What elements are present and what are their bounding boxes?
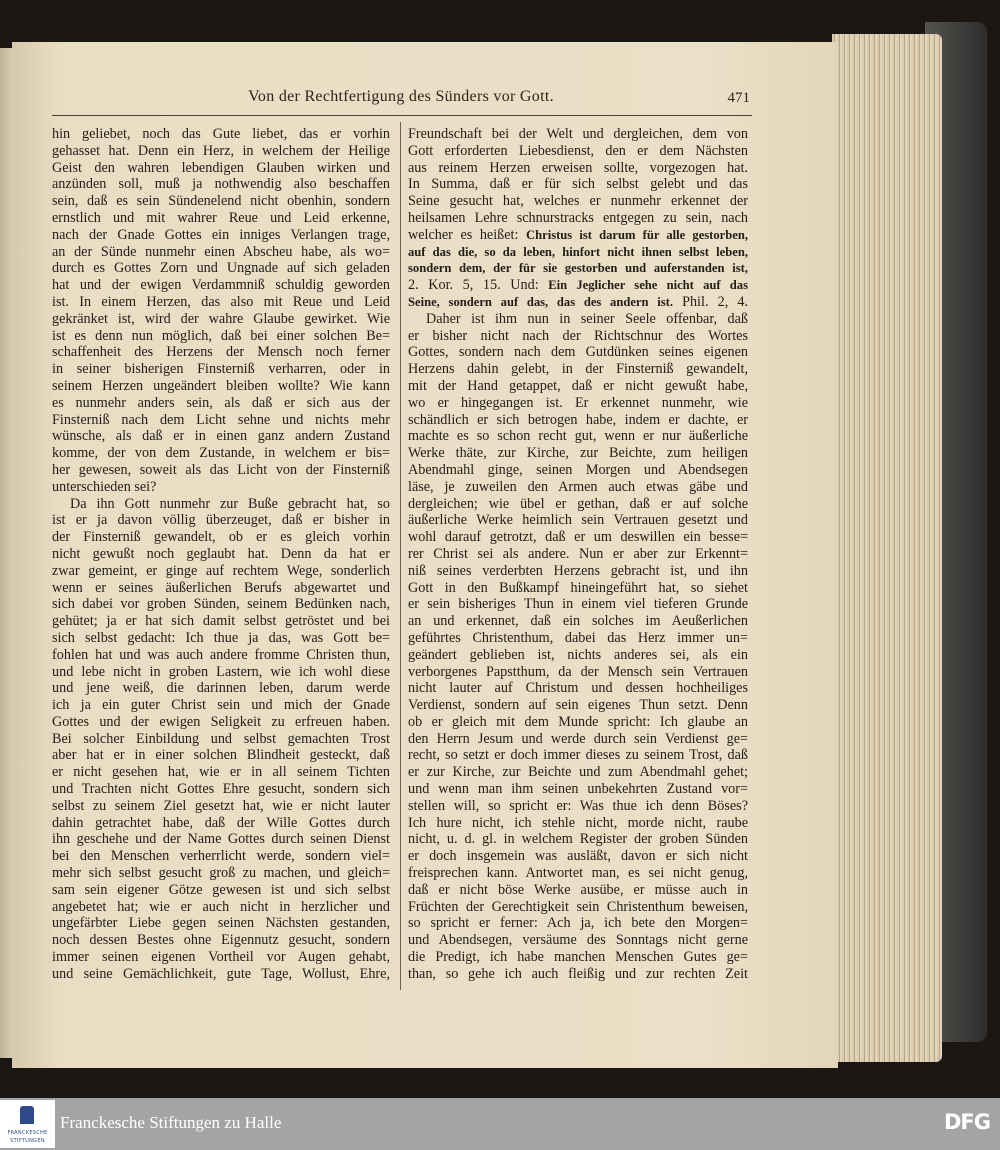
- text-line: aber hat er in einer solchen Blindheit gesteckt, daß: [52, 747, 390, 764]
- text-line: Freundschaft bei der Welt und dergleichen, dem von: [408, 126, 748, 142]
- text-line: den Herrn Jesum und werde durch sein Verdienst ge=: [408, 730, 748, 747]
- text-line: nicht lauter auf Christum und dessen hochheiliges: [408, 680, 748, 697]
- text-line: Gott erforderten Liebesdienst, den er dem Nächsten: [408, 142, 748, 159]
- text-line: verborgenes Papstthum, da der Mensch sein Vertrauen: [408, 663, 748, 680]
- text-line: durch es Gottes Zorn und Ungnade auf sich geladen: [52, 260, 390, 277]
- text-line: und wenn man ihm seinen unbekehrten Zustand vor=: [408, 781, 748, 798]
- text-line: schändlich er sich betrogen habe, indem er dachte, er: [408, 411, 748, 428]
- text-line: er zur Kirche, zur Beichte und zum Abendmahl gehet;: [408, 764, 748, 781]
- text-line: Geist den wahren lebendigen Glauben wirken und: [52, 159, 390, 176]
- franckesche-stiftungen-logo[interactable]: [0, 1100, 55, 1148]
- text-line: [408, 244, 748, 261]
- text-line: äußerliche Werke heimlich sein Vertrauen gesetzt und: [408, 512, 748, 529]
- text-line: daß er nicht böse Werke ausübe, er müsse auch in: [408, 881, 748, 898]
- text-line: gehütet; ja er hat sich damit selbst getröstet und bei: [52, 613, 390, 630]
- text-line: hin geliebet, noch das Gute liebet, das er vorhin: [52, 126, 390, 142]
- text-line: Ich hure nicht, ich stehle nicht, morde nicht, raube: [408, 814, 748, 831]
- text-line: Bei solcher Einbildung und selbst gemachten Trost: [52, 730, 390, 747]
- text-line: geändert geblieben ist, nichts anderes sei, als ein: [408, 646, 748, 663]
- right-column: [408, 126, 748, 983]
- left-column: [52, 126, 390, 983]
- text-line: gehasset hat. Denn ein Herz, in welchem der Heilige: [52, 142, 390, 159]
- text-line: Gottes, sondern nach dem Gutdünken seines eigenen: [408, 344, 748, 361]
- text-span: 2. Kor. 5, 15. Und:: [408, 277, 549, 294]
- text-line: schaffenheit des Herzens der Mensch noch ferner: [52, 344, 390, 361]
- text-line: ich ja ein guter Christ sein und mich der Gnade: [52, 697, 390, 714]
- text-line: hat und der ewigen Verdammniß schuldig geworden: [52, 277, 390, 294]
- header-rule: [52, 115, 752, 116]
- text-line: wünsche, als daß er in einen ganz andern Zustand: [52, 428, 390, 445]
- text-line: heilsamen Lehre schnurstracks entgegen zu sein, nach: [408, 209, 748, 226]
- text-line: machte es so schon recht gut, wenn er nur äußerliche: [408, 428, 748, 445]
- bible-quote: Ein Jeglicher sehe nicht auf das: [548, 278, 748, 293]
- text-line: than, so gehe ich auch fleißig und zur rechten Zeit: [408, 965, 748, 982]
- text-line: [408, 277, 748, 294]
- page-number: 471: [727, 90, 750, 106]
- text-line: nicht, u. d. gl. in welchem Register der groben Sünden: [408, 831, 748, 848]
- text-line: ist. In einem Herzen, das also mit Reue und Leid: [52, 293, 390, 310]
- bible-quote: Christus ist darum für alle gestorben,: [526, 227, 748, 242]
- text-line: unterschieden sei?: [52, 478, 157, 495]
- text-line: immer seinen eigenen Vortheil vor Augen gehabt,: [52, 949, 390, 966]
- text-span: Phil. 2, 4.: [672, 293, 748, 310]
- text-line: und Abendsegen, versäume des Sonntags nicht gerne: [408, 932, 748, 949]
- text-line: [408, 260, 748, 277]
- text-line: in seiner bisherigen Finsterniß verharren, oder in: [52, 361, 390, 378]
- bible-quote: sondern dem, der für sie gestorben und auferstanden ist,: [408, 261, 748, 276]
- text-line: selbst zu seinem Ziel gesetzt hat, wie er nicht lauter: [52, 797, 390, 814]
- institution-name: Franckesche Stiftungen zu Halle: [60, 1113, 282, 1132]
- text-line: ist es denn nun möglich, daß bei einer solchen Be=: [52, 327, 390, 344]
- text-line: ernstlich und mit wahrer Reue und Leid erkenne,: [52, 209, 390, 226]
- text-line: recht, so setzt er doch immer dieses zu seinem Trost, daß: [408, 747, 748, 764]
- text-line: fohlen hat und was auch andere fromme Christen thun,: [52, 646, 390, 663]
- figure-icon: [20, 1106, 34, 1124]
- text-line: Gottes und der ewigen Seligkeit zu erfreuen haben.: [52, 713, 390, 730]
- text-line: Abendmahl ginge, seinen Morgen und Abendsegen: [408, 461, 748, 478]
- text-line: [408, 227, 748, 244]
- dfg-logo[interactable]: DFG: [943, 1110, 990, 1134]
- text-line: ob er gleich mit dem Munde spricht: Ich glaube an: [408, 713, 748, 730]
- text-line: und Trachten nicht Gottes Ehre gesucht, sondern sich: [52, 781, 390, 798]
- text-line: Gott in den Bußkampf hineingeführt hat, so siehet: [408, 579, 748, 596]
- text-line: wohl darauf getrotzt, daß er um deswillen ein besse=: [408, 529, 748, 546]
- text-line: dahin getrachtet habe, daß der Wille Gottes durch: [52, 814, 390, 831]
- text-line: stellen will, so spricht er: Was thue ich denn Böses?: [408, 797, 748, 814]
- text-line: komme, der von dem Zustande, in welchem er bis=: [52, 445, 390, 462]
- text-line: wo er hingegangen ist. Er erkennet nunmehr, wie: [408, 394, 748, 411]
- page-title: Von der Rechtfertigung des Sünders vor Gott.: [248, 88, 554, 105]
- text-line: ihn geschehe und der Name Gottes durch seinen Dienst: [52, 831, 390, 848]
- text-line: an der Sünde nunmehr einen Abscheu habe, als wo=: [52, 243, 390, 260]
- text-span: welcher es heißet:: [408, 226, 526, 243]
- text-line: so spricht er ferner: Ach ja, ich bete den Morgen=: [408, 915, 748, 932]
- text-line: wenn er seines äußerlichen Berufs abgewartet und: [52, 579, 390, 596]
- text-line: mehr sich selbst gesucht groß zu machen, und gleich=: [52, 865, 390, 882]
- bible-quote: Seine, sondern auf das, das des andern ist.: [408, 294, 673, 309]
- text-line: er doch insgemein was ausläßt, davon er sich nicht: [408, 848, 748, 865]
- text-line: angebetet hat; wie er auch nicht in herzlicher und: [52, 898, 390, 915]
- text-line: es nunmehr anders sein, als daß er sich aus der: [52, 394, 390, 411]
- text-line: aus reinem Herzen erweisen sollte, vorgezogen hat.: [408, 159, 748, 176]
- text-line: sich dabei vor groben Sünden, seinem Bedünken nach,: [52, 596, 390, 613]
- text-line: her gewesen, soweit als das Licht von der Finsterniß: [52, 461, 390, 478]
- text-line: Verdienst, sondern auf sein eigenes Thun setzt. Denn: [408, 697, 748, 714]
- text-line: Seine gesucht hat, welches er nunmehr erkennet der: [408, 193, 748, 210]
- footer-bar: [0, 1098, 1000, 1150]
- text-line: er bisher nicht nach der Richtschnur des Wortes: [408, 327, 748, 344]
- logo-text: STIFTUNGEN: [10, 1138, 45, 1144]
- text-line: freisprechen kann. Antwortet man, es sei nicht genug,: [408, 865, 748, 882]
- text-line: der Finsterniß gewandelt, ob er es gleich vorhin: [52, 529, 390, 546]
- text-line: und jene weiß, die darinnen leben, darum werde: [52, 680, 390, 697]
- text-line: er sein bisheriges Thun in einem viel tieferen Grunde: [408, 596, 748, 613]
- text-line: In Summa, daß er für sich selbst gelebt und das: [408, 176, 748, 193]
- text-line: ungefärbter Liebe gegen seinen Nächsten gestanden,: [52, 915, 390, 932]
- bible-quote: auf das die, so da leben, hinfort nicht ihnen selbst leben,: [408, 244, 748, 259]
- text-line: dergleichen; wie übel er gethan, daß er auf solche: [408, 495, 748, 512]
- previous-page-edge: [0, 48, 12, 1058]
- text-line: an und erkennet, daß ein solches im Aeußerlichen: [408, 613, 748, 630]
- text-line: [408, 294, 748, 311]
- text-line: ist er ja davon völlig überzeuget, daß er bisher in: [52, 512, 390, 529]
- text-line: anzünden soll, muß ja nothwendig also beschaffen: [52, 176, 390, 193]
- text-line: nach der Gnade Gottes ein inniges Verlangen trage,: [52, 226, 390, 243]
- text-line: sam sein eigener Götze gewesen ist und sich selbst: [52, 881, 390, 898]
- text-line: mit der Hand getappet, daß er nicht gewußt habe,: [408, 377, 748, 394]
- text-line: noch dessen Bestes ohne Eigennutz gesucht, sondern: [52, 932, 390, 949]
- text-line: Daher ist ihm nun in seiner Seele offenbar, daß: [426, 310, 748, 327]
- text-line: geführtes Christenthum, dabei das Herz immer un=: [408, 629, 748, 646]
- page-edges: [832, 34, 942, 1062]
- text-line: rer Christ sei als andere. Nun er aber zur Erkennt=: [408, 545, 748, 562]
- text-line: Da ihn Gott nunmehr zur Buße gebracht hat, so: [70, 495, 390, 512]
- text-line: läse, je zuweilen den Armen auch etwas gäbe und: [408, 478, 748, 495]
- text-line: zwar gemeint, er ginge auf rechtem Wege, sonderlich: [52, 562, 390, 579]
- logo-text: FRANCKESCHE: [7, 1130, 48, 1136]
- text-line: Früchten der Gerechtigkeit sein Christenthum beweisen,: [408, 898, 748, 915]
- text-line: niß seines verderbten Herzens gebracht ist, und ihn: [408, 562, 748, 579]
- text-line: sich selbst gedacht: Ich thue ja das, was Gott be=: [52, 629, 390, 646]
- text-line: und lebe nicht in groben Lastern, wie ich wohl diese: [52, 663, 390, 680]
- text-line: Herzens dahin gelebt, in der Finsterniß gewandelt,: [408, 361, 748, 378]
- column-divider: [400, 122, 401, 990]
- text-line: Finsterniß nach dem Licht sehne und nichts mehr: [52, 411, 390, 428]
- text-line: die Predigt, ich habe manchen Menschen Gutes ge=: [408, 949, 748, 966]
- text-line: Werke thäte, zur Kirche, zur Beichte, zum heiligen: [408, 445, 748, 462]
- running-head: [52, 88, 750, 112]
- text-line: sein, daß es sein Sündenelend nicht obenhin, sondern: [52, 193, 390, 210]
- text-line: gekränket ist, wird der wahre Glaube gewirket. Wie: [52, 310, 390, 327]
- text-line: er nicht gesehen hat, wie er in all seinem Tichten: [52, 764, 390, 781]
- text-line: bei den Menschen verherrlicht werde, sondern viel=: [52, 848, 390, 865]
- text-line: seinem Herzen ungeändert bleiben wollte? Wie kann: [52, 377, 390, 394]
- text-line: und seine Gemächlichkeit, gute Tage, Wollust, Ehre,: [52, 965, 390, 982]
- text-line: nicht gewußt noch geglaubt hat. Denn da hat er: [52, 545, 390, 562]
